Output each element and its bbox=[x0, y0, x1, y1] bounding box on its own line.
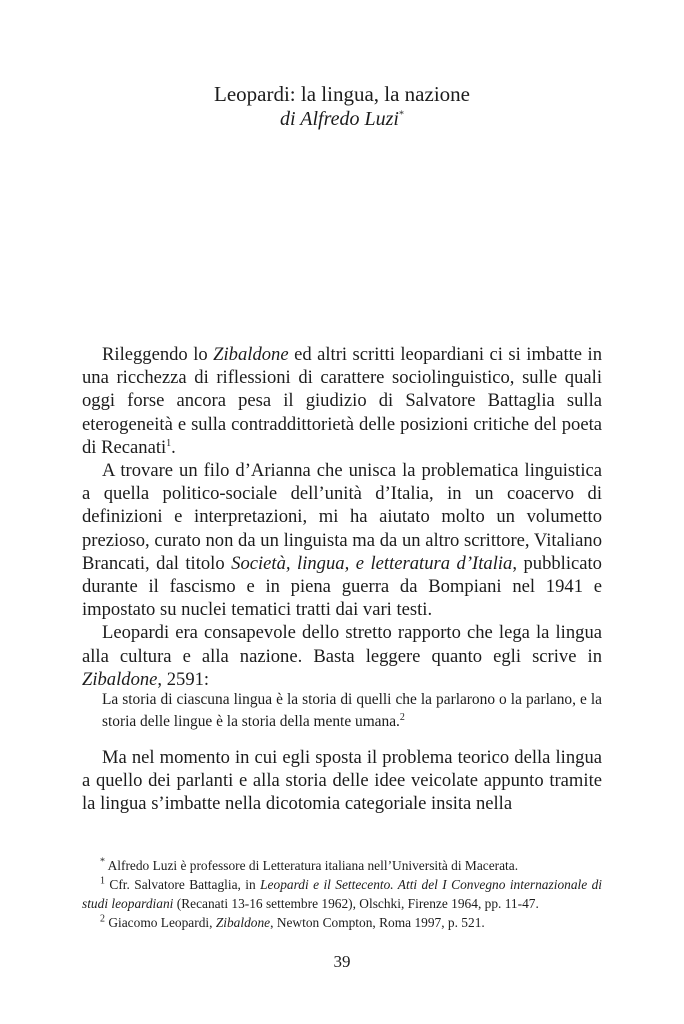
author-byline bbox=[0, 107, 684, 131]
text-run: , pubblicato durante il fascismo e in piena guerra da Bompiani nel 1941 e impostato su nuclei tematici tratti dai vari testi. bbox=[82, 552, 602, 621]
italic-title: Zibaldone bbox=[82, 668, 158, 690]
italic-title: Zibaldone bbox=[215, 915, 271, 930]
text-run: A trovare un filo d’Arianna che unisca la problematica linguistica a quella politico-sociale dell’unità d’Italia, in un coacervo di definizioni e interpretazioni, mi ha aiutato molto un volumetto prezioso, curato non da un linguista ma da un altro scrittore, Vitaliano Brancati, dal titolo bbox=[82, 460, 602, 574]
text-run: ed altri scritti leopardiani ci si imbatte in una ricchezza di riflessioni di carattere sociolinguistico, sulle quali oggi forse ancora pesa il giudizio di Salvatore Battaglia sulla eterogeneità e sulla contraddittorietà delle posizioni critiche del poeta di Recanati bbox=[82, 344, 602, 458]
text-run: . bbox=[171, 436, 176, 458]
footnote-1 bbox=[82, 875, 602, 913]
footnote-text: Giacomo Leopardi, bbox=[105, 915, 216, 930]
footnote-2 bbox=[82, 913, 602, 932]
text-run: Rileggendo lo bbox=[102, 344, 214, 365]
italic-title: Società, lingua, e letteratura d’Italia bbox=[231, 552, 513, 574]
footnote-mark: 2 bbox=[100, 913, 105, 925]
paragraph-2 bbox=[82, 459, 602, 621]
footnotes bbox=[82, 856, 602, 932]
footnote-ref[interactable]: 1 bbox=[166, 437, 172, 449]
footnote-text: Alfredo Luzi è professore di Letteratura italiana nell’Università di Macerata. bbox=[105, 858, 519, 873]
author-footnote-mark: * bbox=[398, 109, 404, 121]
body-text-continued bbox=[82, 746, 602, 816]
quote-text: La storia di ciascuna lingua è la storia di quelli che la parlarono o la parlano, e la storia delle lingue è la storia della mente umana. bbox=[102, 691, 602, 730]
text-run: Leopardi era consapevole dello stretto rapporto che lega la lingua alla cultura e alla nazione. Basta leggere quanto egli scrive in bbox=[82, 622, 602, 667]
footnote-author bbox=[82, 856, 602, 875]
footnote-mark: * bbox=[100, 856, 105, 868]
paragraph-3 bbox=[82, 621, 602, 691]
footnote-text: Cfr. Salvatore Battaglia, in bbox=[105, 877, 261, 892]
paragraph-1 bbox=[82, 343, 602, 459]
italic-title: Zibaldone bbox=[213, 344, 289, 365]
italic-title: Leopardi e il Settecento. Atti del I Convegno internazionale di studi leopardiani bbox=[82, 877, 602, 911]
footnote-text: , Newton Compton, Roma 1997, p. 521. bbox=[270, 915, 485, 930]
body-text bbox=[82, 343, 602, 691]
block-quote bbox=[102, 689, 602, 733]
page-number: 39 bbox=[333, 952, 351, 971]
footnote-mark: 1 bbox=[100, 875, 105, 887]
footnote-text: (Recanati 13-16 settembre 1962), Olschki, Firenze 1964, pp. 11-47. bbox=[173, 896, 539, 911]
author-name: di Alfredo Luzi bbox=[280, 108, 399, 130]
text-run: , 2591: bbox=[157, 668, 210, 690]
footnote-ref[interactable]: 2 bbox=[399, 711, 405, 723]
paragraph-4: Ma nel momento in cui egli sposta il problema teorico della lingua a quello dei parlanti e alla storia delle idee veicolate appunto tramite la lingua s’imbatte nella dicotomia categoriale insita nella bbox=[82, 747, 602, 815]
article-title: Leopardi: la lingua, la nazione bbox=[214, 82, 470, 106]
